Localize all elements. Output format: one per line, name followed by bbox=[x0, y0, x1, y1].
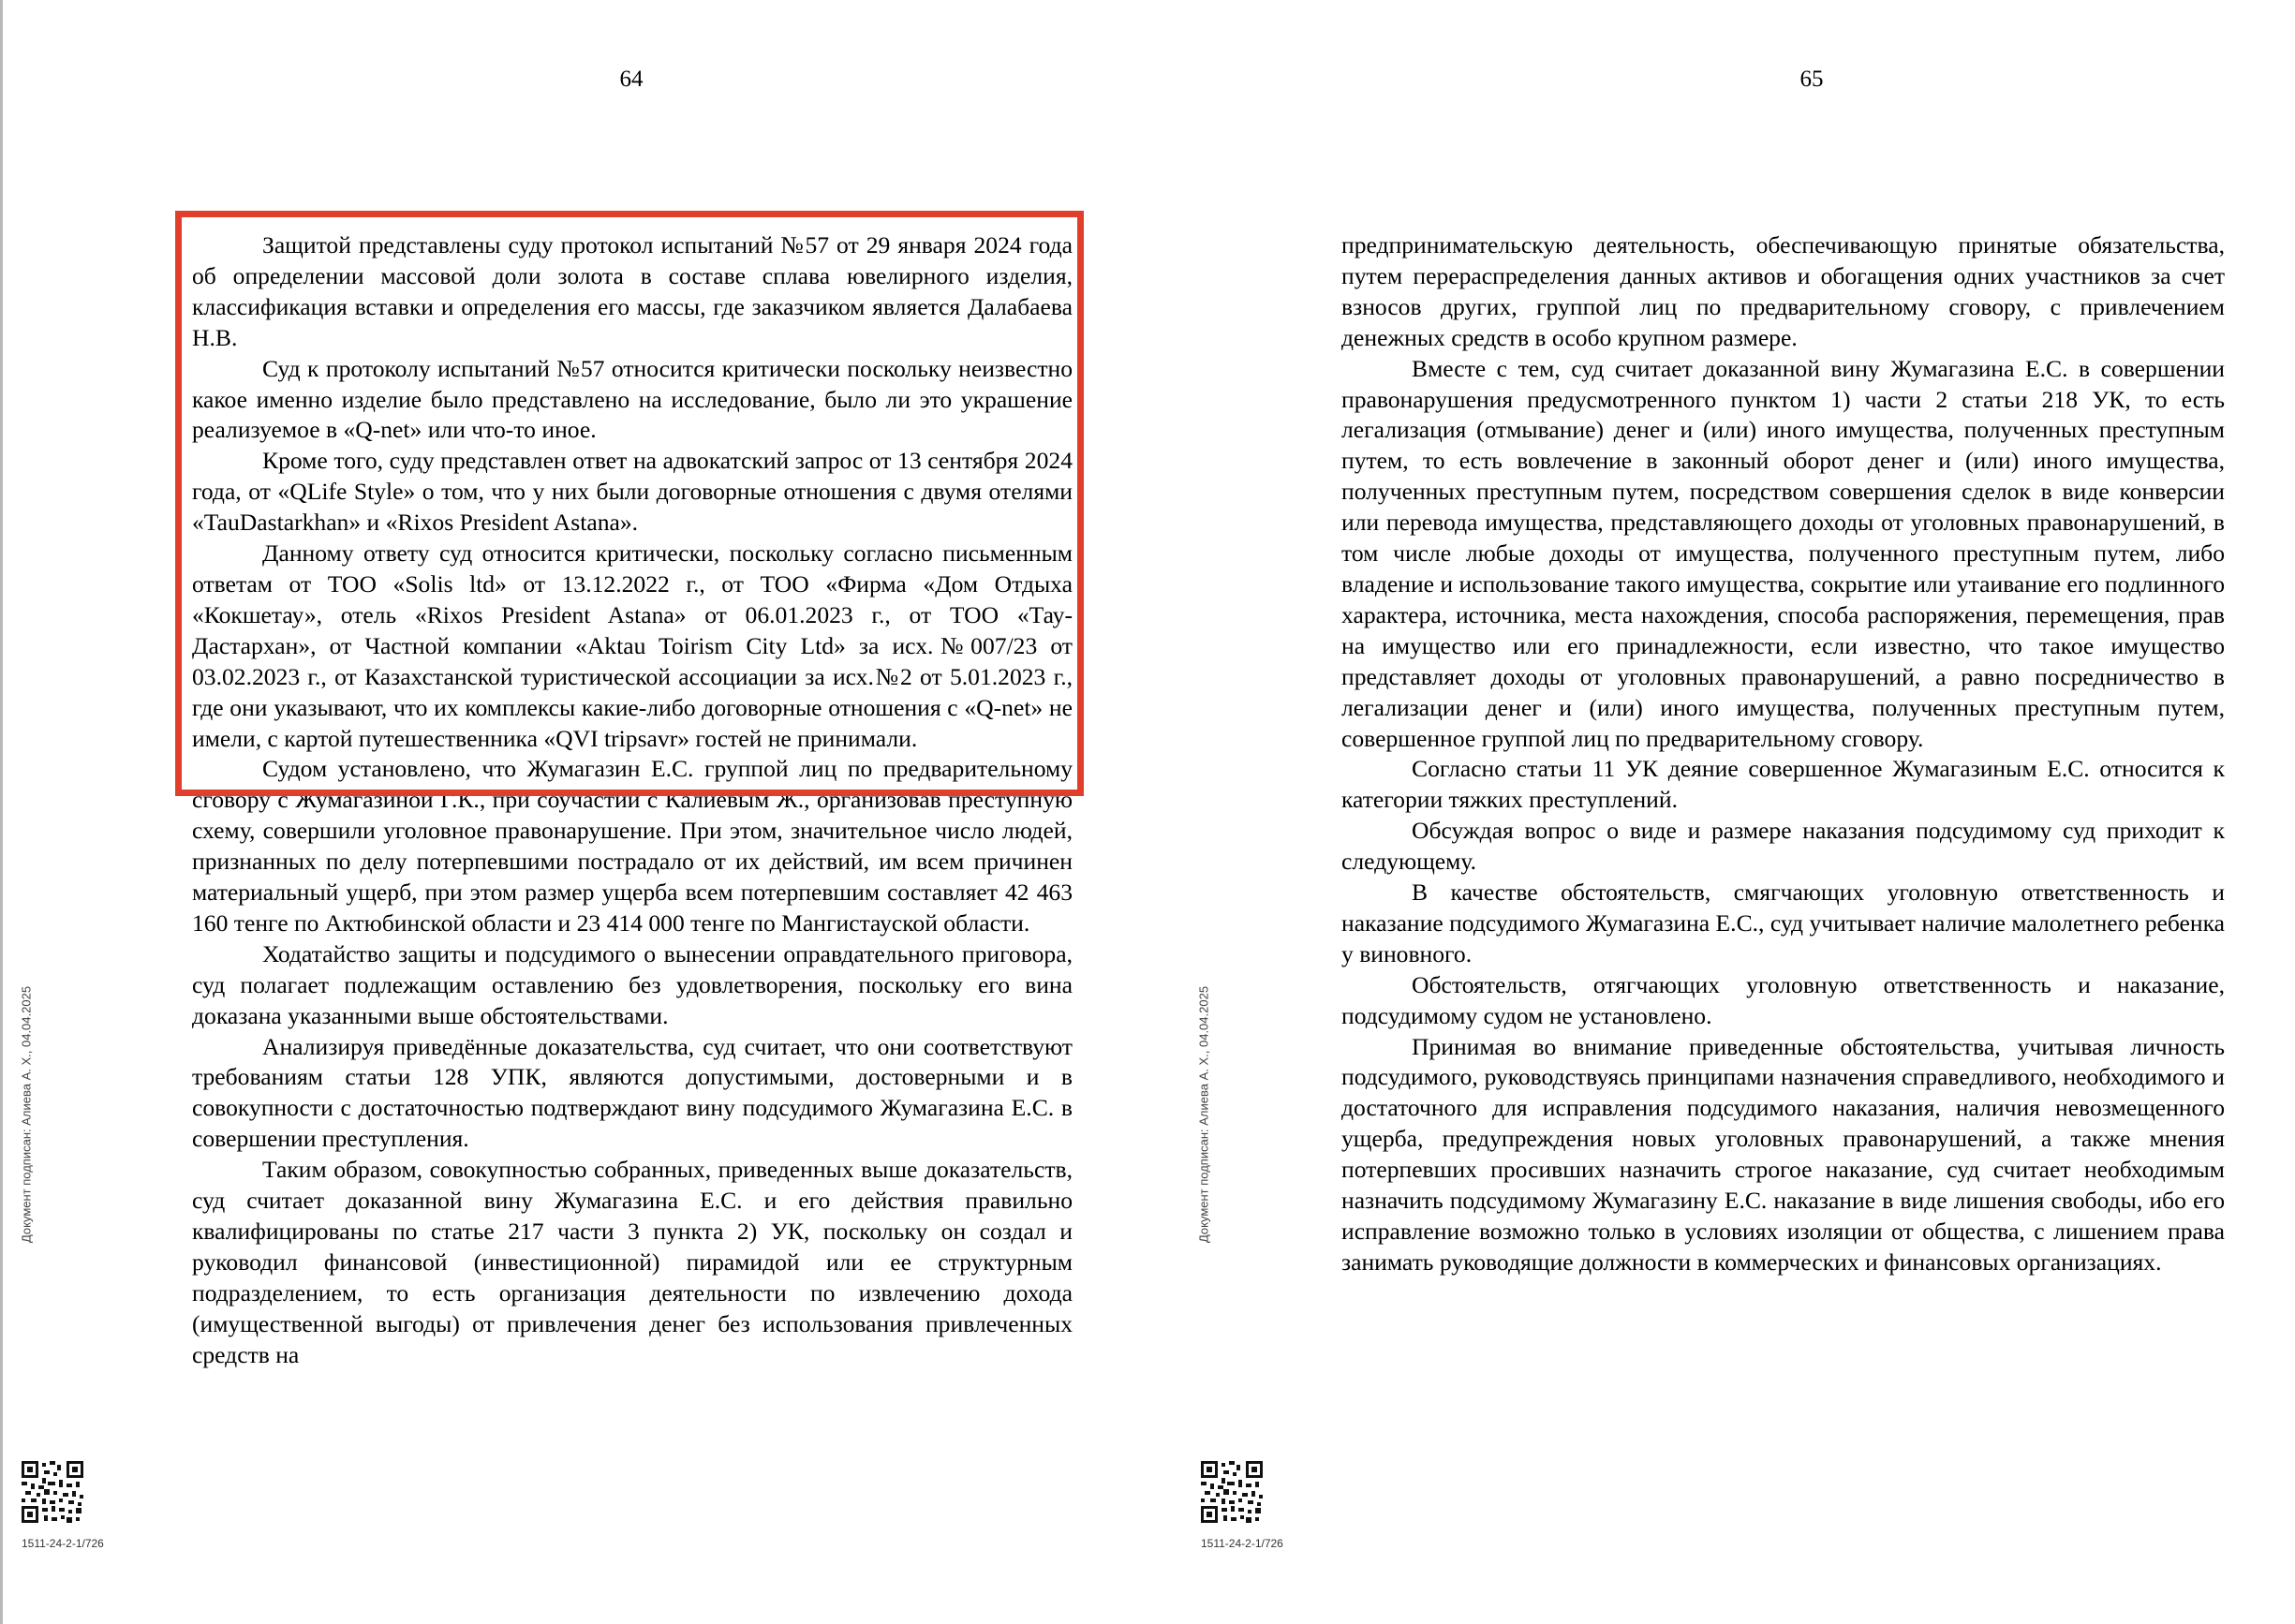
paragraph: Данному ответу суд относится критически, поскольку согласно письменным ответам от ТОО «Solis ltd» от 13.12.2022 г., от ТОО «Фирма «Дом Отдыха «Кокшетау», отель «Rixos President Astana» от 06.01.2023 г., от ТОО «Тау- Дастархан», от Частной компании «Aktau Toirism City Ltd» за исх.№007/23 от 03.02.2023 г., от Казахстанской туристической ассоциации за исх.№2 от 5.01.2023 г., где они указывают, что их комплексы какие-либо договорные отношения с «Q-net» не имели, с картой путешественника «QVI tripsavr» гостей не принимали. bbox=[192, 539, 1073, 752]
paragraph: Защитой представлены суду протокол испытаний №57 от 29 января 2024 года об определении массовой доли золота в составе сплава ювелирного изделия, классификация вставки и определения его массы, где заказчиком является Далабаева Н.В. bbox=[192, 231, 1073, 351]
document-code: 1511-24-2-1/726 bbox=[1201, 1537, 1283, 1550]
paragraph: Обстоятельств, отягчающих уголовную ответственность и наказание, подсудимому судом не установлено. bbox=[1341, 970, 2225, 1029]
page-number: 64 bbox=[619, 66, 644, 92]
page-body bbox=[1341, 230, 2225, 1278]
qr-code-icon bbox=[1201, 1461, 1263, 1523]
page-number: 65 bbox=[1799, 66, 1824, 92]
paragraph: Вместе с тем, суд считает доказанной вину Жумагазина Е.С. в совершении правонарушения предусмотренного пунктом 1) части 2 статьи 218 УК, то есть легализация (отмывание) денег и (или) иного имущества, полученных преступным путем, то есть вовлечение в законный оборот денег и (или) иного имущества, полученных преступным путем, посредством совершения сделок в виде конверсии или перевода имущества, представляющего доходы от уголовных правонарушений, в том числе любые доходы от имущества, полученного преступным путем, либо владение и использование такого имущества, сокрытие или утаивание его подлинного характера, источника, места нахождения, способа распоряжения, перемещения, прав на имущество или его принадлежности, если известно, что такое имущество представляет доходы от уголовных правонарушений, а равно посредничество в легализации денег и (или) иного имущества, полученных преступным путем, совершенное группой лиц по предварительному сговору. bbox=[1341, 354, 2225, 752]
paragraph: Таким образом, совокупностью собранных, приведенных выше доказательств, суд считает доказанной вину Жумагазина Е.С. и его действия правильно квалифицированы по статье 217 части 3 пункта 2) УК, поскольку он создал и руководил финансовой (инвестиционной) пирамидой или ее структурным подразделением, то есть организация деятельности по извлечению дохода (имущественной выгоды) от привлечения денег без использования привлеченных средств на bbox=[192, 1156, 1073, 1368]
paragraph: предпринимательскую деятельность, обеспечивающую принятые обязательства, путем перераспределения данных активов и обогащения одних участников за счет взносов других, группой лиц по предварительному сговору, с привлечением денежных средств в особо крупном размере. bbox=[1341, 231, 2225, 351]
paragraph: Обсуждая вопрос о виде и размере наказания подсудимому суд приходит к следующему. bbox=[1341, 817, 2225, 876]
signature-note bbox=[7, 927, 45, 1302]
paragraph: Анализируя приведённые доказательства, суд считает, что они соответствуют требованиям статьи 128 УПК, являются допустимыми, достоверными и в совокупности с достаточностью подтверждают вину подсудимого Жумагазина Е.С. в совершении преступления. bbox=[192, 1032, 1073, 1153]
paragraph: Суд к протоколу испытаний №57 относится критически поскольку неизвестно какое именно изделие было представлено на исследование, было ли это украшение реализуемое в «Q-net» или что-то иное. bbox=[192, 354, 1073, 444]
paragraph: В качестве обстоятельств, смягчающих уголовную ответственность и наказание подсудимого Жумагазина Е.С., суд учитывает наличие малолетнего ребенка у виновного. bbox=[1341, 878, 2225, 967]
signature-note-text: Документ подписан: Алиева А. Х., 04.04.2025 bbox=[1196, 985, 1211, 1244]
paragraph: Кроме того, суду представлен ответ на адвокатский запрос от 13 сентября 2024 года, от «QLife Style» о том, что у них были договорные отношения с двумя отелями «TauDastarkhan» и «Rixos President Astana». bbox=[192, 447, 1073, 537]
paragraph: Судом установлено, что Жумагазин Е.С. группой лиц по предварительному сговору с Жумагазиной Г.К., при соучастии с Калиевым Ж., организовав преступную схему, совершили уголовное правонарушение. При этом, значительное число людей, признанных по делу потерпевшими пострадало от их действий, им всем причинен материальный ущерб, при этом размер ущерба всем потерпевшим составляет 42 463 160 тенге по Актюбинской области и 23 414 000 тенге по Мангистауской области. bbox=[192, 755, 1073, 937]
paragraph: Принимая во внимание приведенные обстоятельства, учитывая личность подсудимого, руководствуясь принципами назначения справедливого, необходимого и достаточного для исправления подсудимого наказания, наличия невозмещенного ущерба, предупреждения новых уголовных правонарушений, а также мнения потерпевших просивших назначить строгое наказание, суд считает необходимым назначить подсудимому Жумагазину Е.С. наказание в виде лишения свободы, ибо его исправление возможно только в условиях изоляции от общества, с лишением права занимать руководящие должности в коммерческих и финансовых организациях. bbox=[1341, 1032, 2225, 1276]
page-65 bbox=[1148, 0, 2295, 1624]
document-code: 1511-24-2-1/726 bbox=[22, 1537, 104, 1550]
signature-note bbox=[1185, 927, 1222, 1302]
signature-note-text: Документ подписан: Алиева А. Х., 04.04.2025 bbox=[19, 985, 34, 1244]
qr-code-icon bbox=[22, 1461, 83, 1523]
paragraph: Ходатайство защиты и подсудимого о вынесении оправдательного приговора, суд полагает подлежащим оставлению без удовлетворения, поскольку его вина доказана указанными выше обстоятельствами. bbox=[192, 939, 1073, 1029]
page-body bbox=[192, 230, 1073, 1371]
paragraph: Согласно статьи 11 УК деяние совершенное Жумагазиным Е.С. относится к категории тяжких преступлений. bbox=[1341, 755, 2225, 814]
